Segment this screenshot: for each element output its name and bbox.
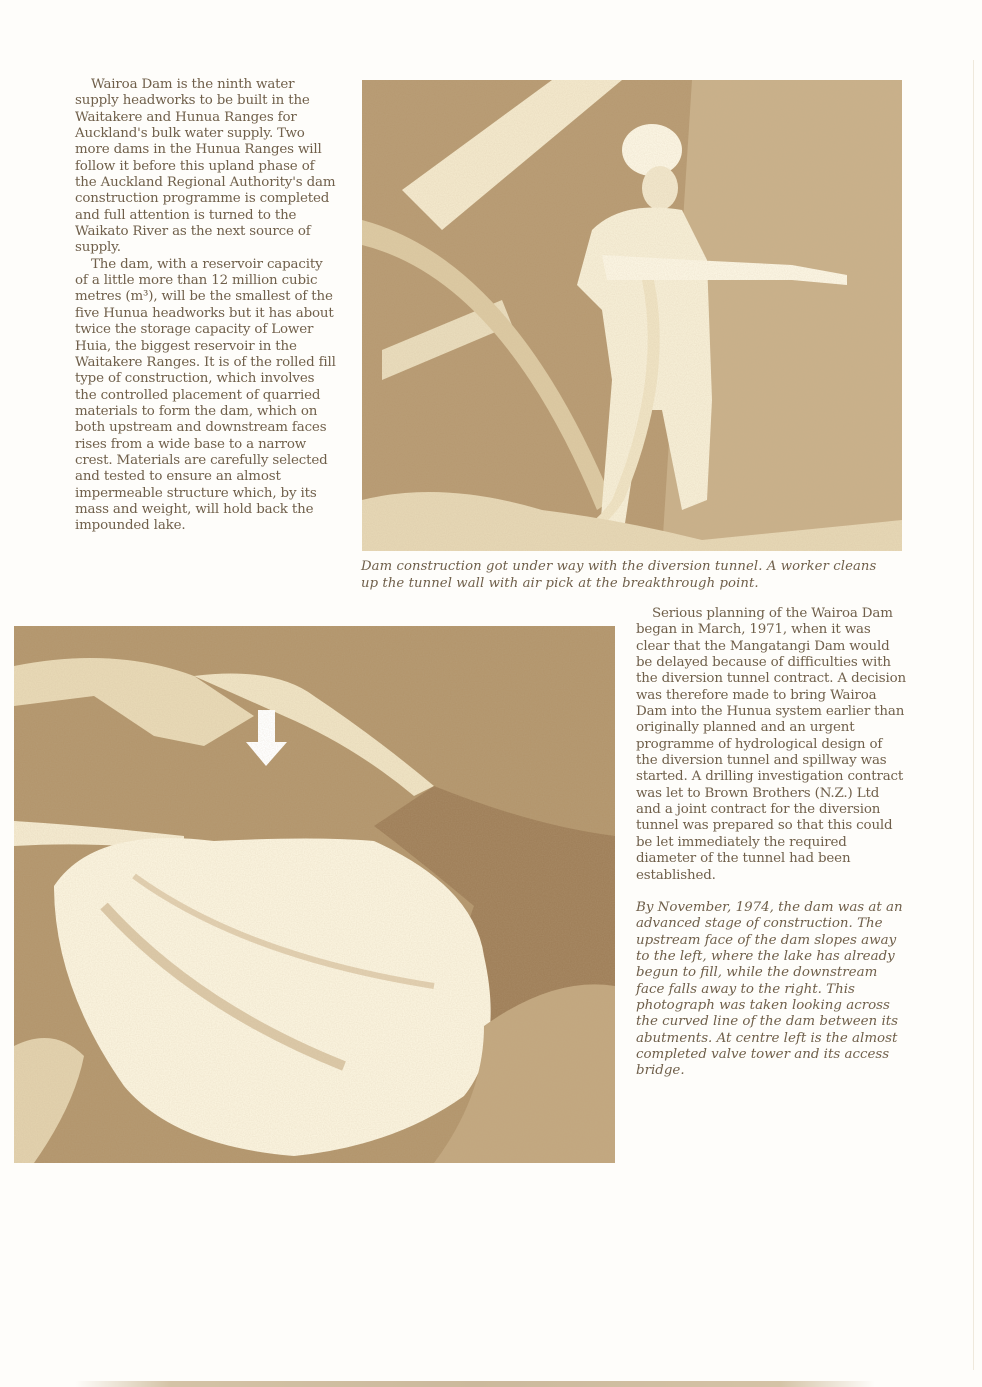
paragraph: Serious planning of the Wairoa Dam began in March, 1971, when it was clear that the Mangatangi Dam would be delayed because of difficulties with the diversion tunnel contract. A decision was therefore made to bring Wairoa Dam into the Hunua system earlier than originally planned and an urgent programme of hydrological design of the diversion tunnel and spillway was started. A drilling investigation contract was let to Brown Brothers (N.Z.) Ltd and a joint contract for the diversion tunnel was prepared so that this could be let immediately the required diameter of the tunnel had been established.: [636, 606, 906, 883]
left-column-text: [75, 77, 337, 535]
dam-photo-caption: By November, 1974, the dam was at an advanced stage of construction. The upstream face of the dam slopes away to the left, where the lake has already begun to fill, while the downstream face falls away to the right. This photograph was taken looking across the curved line of the dam between its abutments. At centre left is the almost completed valve tower and its access bridge.: [636, 899, 903, 1079]
dam-aerial-photo: [14, 626, 615, 1163]
paragraph: The dam, with a reservoir capacity of a little more than 12 million cubic metres (m³), will be the smallest of the five Hunua headworks but it has about twice the storage capacity of Lower Huia, the biggest reservoir in the Waitakere Ranges. It is of the rolled fill type of construction, which involves the controlled placement of quarried materials to form the dam, which on both upstream and downstream faces rises from a wide base to a narrow crest. Materials are carefully selected and tested to ensure an almost impermeable structure which, by its mass and weight, will hold back the impounded lake.: [75, 256, 336, 534]
page-edge-right: [973, 60, 974, 1370]
paragraph: Wairoa Dam is the ninth water supply headworks to be built in the Waitakere and Hunua Ranges for Auckland's bulk water supply. Two more dams in the Hunua Ranges will follow it before this upland phase of the Auckland Regional Authority's dam construction programme is completed and full attention is turned to the Waikato River as the next source of supply.: [75, 77, 336, 256]
dam-aerial-image: [14, 626, 615, 1163]
page-edge-bottom: [75, 1381, 875, 1387]
tunnel-worker-image: [362, 80, 902, 551]
tunnel-worker-photo: [362, 80, 902, 551]
tunnel-photo-caption: Dam construction got under way with the diversion tunnel. A worker cleans up the tunnel wall with air pick at the breakthrough point.: [361, 559, 877, 591]
right-column-text: [636, 606, 906, 1080]
